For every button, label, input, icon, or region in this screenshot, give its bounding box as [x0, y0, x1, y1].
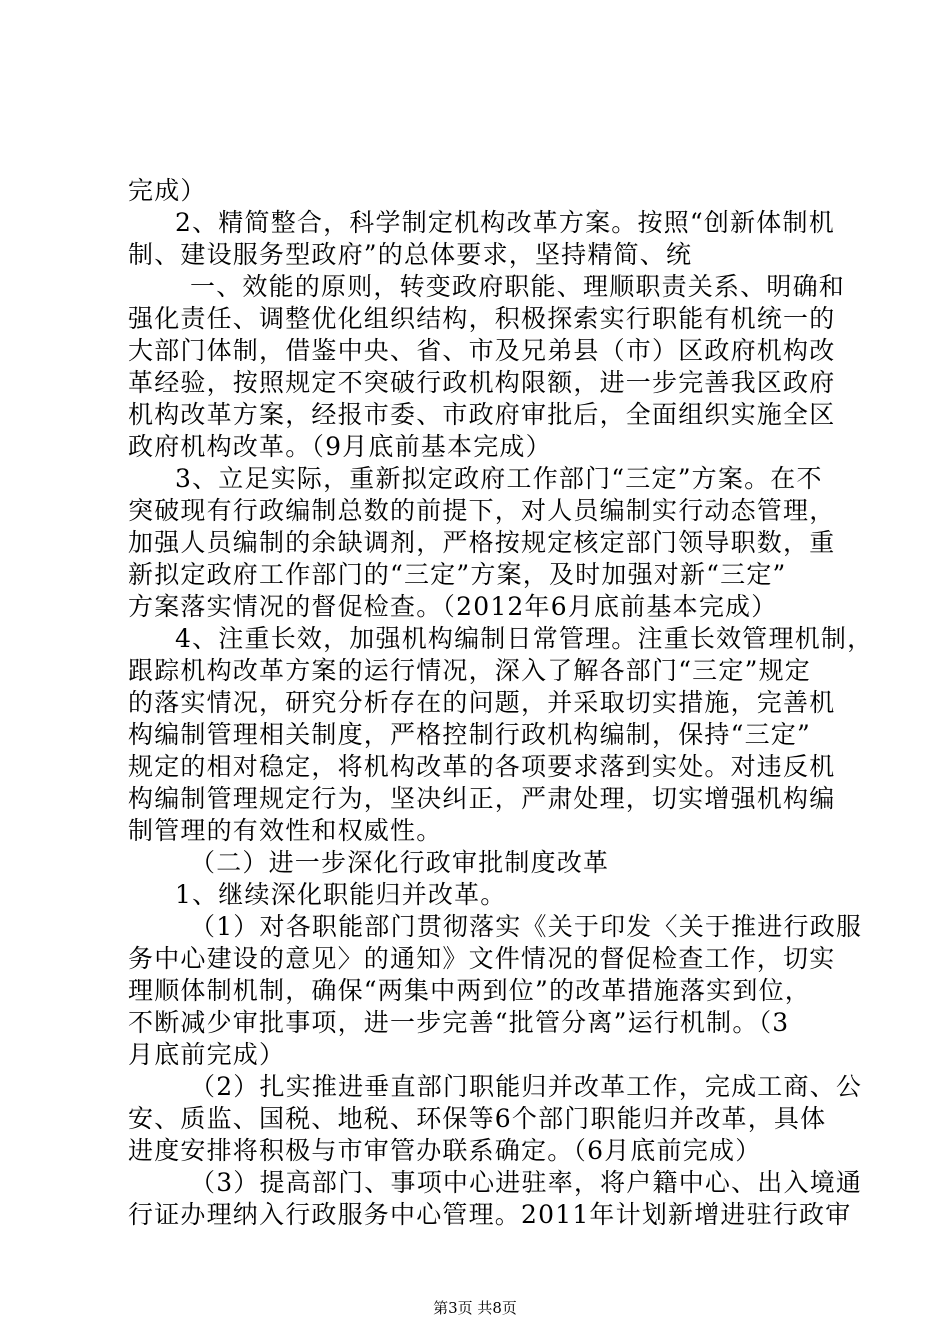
text-line: 跟踪机构改革方案的运行情况，深入了解各部门“三定”规定 [128, 656, 811, 685]
text-line: 务中心建设的意见〉的通知》文件情况的督促检查工作，切实 [128, 944, 836, 973]
text-line: 新拟定政府工作部门的“三定”方案，及时加强对新“三定” [128, 560, 787, 589]
text-line: 强化责任、调整优化组织结构，积极探索实行职能有机统一的 [128, 304, 836, 333]
text-line: 革经验，按照规定不突破行政机构限额，进一步完善我区政府 [128, 368, 836, 397]
text-line: 制管理的有效性和权威性。 [128, 816, 443, 845]
paragraph-start-line: （3）提高部门、事项中心进驻率，将户籍中心、出入境通 [190, 1168, 863, 1197]
paragraph-start-line: 2、精简整合，科学制定机构改革方案。按照“创新体制机 [175, 208, 835, 237]
text-line: 进度安排将积极与市审管办联系确定。（6月底前完成） [128, 1136, 762, 1165]
text-line: 制、建设服务型政府”的总体要求，坚持精简、统 [128, 240, 693, 269]
text-line: 的落实情况，研究分析存在的问题，并采取切实措施，完善机 [128, 688, 836, 717]
paragraph-start-line: 3、立足实际，重新拟定政府工作部门“三定”方案。在不 [175, 464, 823, 493]
text-line: 安、质监、国税、地税、环保等6个部门职能归并改革，具体 [128, 1104, 827, 1133]
section-heading: （二）进一步深化行政审批制度改革 [190, 848, 610, 877]
text-line: 构编制管理相关制度，严格控制行政机构编制，保持“三定” [128, 720, 811, 749]
text-line: 月底前完成） [128, 1040, 286, 1069]
text-line: 机构改革方案，经报市委、市政府审批后，全面组织实施全区 [128, 400, 836, 429]
text-line: 突破现有行政编制总数的前提下，对人员编制实行动态管理， [128, 496, 836, 525]
text-line: 理顺体制机制，确保“两集中两到位”的改革措施落实到位， [128, 976, 811, 1005]
paragraph-start-line: 4、注重长效，加强机构编制日常管理。注重长效管理机制， [175, 624, 874, 653]
page-number-footer: 第3页 共8页 [433, 1299, 517, 1317]
text-line: 方案落实情况的督促检查。（2012年6月底前基本完成） [128, 592, 778, 621]
text-line: 构编制管理规定行为，坚决纠正，严肃处理，切实增强机构编 [128, 784, 836, 813]
text-line: 行证办理纳入行政服务中心管理。2011年计划新增进驻行政审 [128, 1200, 852, 1229]
text-line: 加强人员编制的余缺调剂，严格按规定核定部门领导职数，重 [128, 528, 836, 557]
text-line: 一、效能的原则，转变政府职能、理顺职责关系、明确和 [190, 272, 846, 301]
paragraph-start-line: （1）对各职能部门贯彻落实《关于印发〈关于推进行政服 [190, 912, 863, 941]
text-line: 大部门体制，借鉴中央、省、市及兄弟县（市）区政府机构改 [128, 336, 836, 365]
text-line: 规定的相对稳定，将机构改革的各项要求落到实处。对违反机 [128, 752, 836, 781]
text-line: 政府机构改革。（9月底前基本完成） [128, 432, 552, 461]
text-line: 不断减少审批事项，进一步完善“批管分离”运行机制。（3 [128, 1008, 790, 1037]
subsection-heading: 1、继续深化职能归并改革。 [175, 880, 507, 909]
paragraph-start-line: （2）扎实推进垂直部门职能归并改革工作，完成工商、公 [190, 1072, 863, 1101]
text-line: 完成） [128, 176, 207, 205]
